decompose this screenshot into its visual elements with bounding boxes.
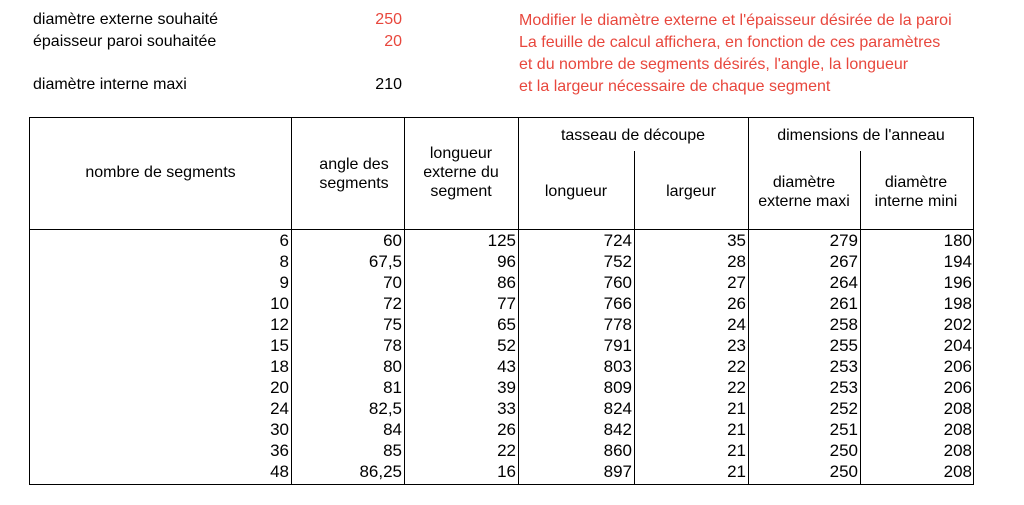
cell-ring-inner: 206 <box>943 357 972 376</box>
cell-strip-width: 23 <box>727 336 746 355</box>
cell-angle: 67,5 <box>368 252 402 271</box>
cell-segments: 48 <box>270 462 289 481</box>
cell-outer-length: 65 <box>497 315 516 334</box>
cell-strip-width: 26 <box>727 294 746 313</box>
cell-segments: 12 <box>270 315 289 334</box>
cell-strip-length: 824 <box>603 399 632 418</box>
cell-ring-inner: 208 <box>943 441 972 460</box>
inner-diameter-label: diamètre interne maxi <box>33 76 187 93</box>
cell-ring-outer: 250 <box>829 462 858 481</box>
cell-outer-length: 43 <box>497 357 516 376</box>
cell-angle: 80 <box>383 357 402 376</box>
cell-strip-length: 766 <box>603 294 632 313</box>
cell-ring-outer: 264 <box>829 273 858 292</box>
cell-ring-inner: 204 <box>943 336 972 355</box>
cell-strip-length: 778 <box>603 315 632 334</box>
cell-ring-outer: 253 <box>829 357 858 376</box>
cell-strip-length: 809 <box>603 378 632 397</box>
header-strip-length: longueur <box>544 183 608 200</box>
cell-angle: 70 <box>383 273 402 292</box>
cell-outer-length: 16 <box>497 462 516 481</box>
table-row <box>30 272 975 293</box>
table-row <box>30 419 975 440</box>
cell-segments: 6 <box>279 231 289 250</box>
wall-thickness-label: épaisseur paroi souhaitée <box>33 33 217 50</box>
wall-thickness-value[interactable]: 20 <box>384 33 402 50</box>
cell-strip-width: 21 <box>727 420 746 439</box>
cell-angle: 78 <box>383 336 402 355</box>
cell-angle: 60 <box>383 231 402 250</box>
cell-ring-outer: 255 <box>829 336 858 355</box>
header-angle: angle des segments <box>319 156 389 192</box>
cell-ring-outer: 279 <box>829 231 858 250</box>
header-strip-group: tasseau de découpe <box>560 127 706 144</box>
outer-diameter-label: diamètre externe souhaité <box>33 11 218 28</box>
cell-ring-outer: 253 <box>829 378 858 397</box>
header-ring-inner: diamètre interne mini <box>874 174 958 210</box>
cell-ring-outer: 250 <box>829 441 858 460</box>
cell-outer-length: 77 <box>497 294 516 313</box>
cell-strip-length: 897 <box>603 462 632 481</box>
table-row <box>30 461 975 482</box>
cell-angle: 75 <box>383 315 402 334</box>
cell-angle: 86,25 <box>359 462 402 481</box>
segments-table <box>29 117 974 485</box>
cell-ring-inner: 206 <box>943 378 972 397</box>
table-row <box>30 314 975 335</box>
table-row <box>30 377 975 398</box>
header-strip-width: largeur <box>666 183 716 200</box>
cell-outer-length: 52 <box>497 336 516 355</box>
cell-angle: 81 <box>383 378 402 397</box>
cell-strip-length: 760 <box>603 273 632 292</box>
cell-strip-length: 724 <box>603 231 632 250</box>
cell-strip-width: 21 <box>727 399 746 418</box>
cell-outer-length: 26 <box>497 420 516 439</box>
cell-segments: 36 <box>270 441 289 460</box>
table-row <box>30 335 975 356</box>
table-row <box>30 356 975 377</box>
cell-ring-inner: 202 <box>943 315 972 334</box>
cell-segments: 8 <box>279 252 289 271</box>
cell-ring-inner: 208 <box>943 420 972 439</box>
cell-outer-length: 125 <box>487 231 516 250</box>
cell-segments: 18 <box>270 357 289 376</box>
cell-ring-inner: 194 <box>943 252 972 271</box>
cell-ring-outer: 251 <box>829 420 858 439</box>
header-ring-outer: diamètre externe maxi <box>758 174 850 210</box>
table-row <box>30 440 975 461</box>
cell-strip-width: 28 <box>727 252 746 271</box>
note-line-4: et la largeur nécessaire de chaque segment <box>519 78 831 95</box>
cell-segments: 24 <box>270 399 289 418</box>
cell-outer-length: 22 <box>497 441 516 460</box>
note-line-1: Modifier le diamètre externe et l'épaisseur désirée de la paroi <box>519 12 952 29</box>
cell-ring-outer: 258 <box>829 315 858 334</box>
inner-diameter-value: 210 <box>375 76 402 93</box>
cell-segments: 15 <box>270 336 289 355</box>
cell-angle: 84 <box>383 420 402 439</box>
cell-angle: 82,5 <box>368 399 402 418</box>
header-segments: nombre de segments <box>85 164 236 181</box>
cell-strip-length: 803 <box>603 357 632 376</box>
cell-strip-width: 21 <box>727 462 746 481</box>
table-row <box>30 230 975 251</box>
cell-strip-width: 27 <box>727 273 746 292</box>
table-row <box>30 293 975 314</box>
note-line-2: La feuille de calcul affichera, en fonction de ces paramètres <box>519 34 941 51</box>
cell-ring-inner: 196 <box>943 273 972 292</box>
header-outer-length: longueur externe du segment <box>423 145 499 200</box>
cell-segments: 9 <box>279 273 289 292</box>
header-ring-group: dimensions de l'anneau <box>777 127 945 144</box>
cell-strip-length: 791 <box>603 336 632 355</box>
cell-angle: 85 <box>383 441 402 460</box>
note-line-3: et du nombre de segments désirés, l'angle, la longueur <box>519 56 909 73</box>
cell-strip-width: 22 <box>727 357 746 376</box>
table-row <box>30 398 975 419</box>
cell-strip-length: 860 <box>603 441 632 460</box>
cell-ring-outer: 261 <box>829 294 858 313</box>
cell-outer-length: 33 <box>497 399 516 418</box>
cell-ring-inner: 198 <box>943 294 972 313</box>
cell-segments: 30 <box>270 420 289 439</box>
cell-strip-length: 752 <box>603 252 632 271</box>
cell-strip-width: 35 <box>727 231 746 250</box>
cell-strip-width: 24 <box>727 315 746 334</box>
cell-outer-length: 39 <box>497 378 516 397</box>
cell-ring-inner: 208 <box>943 462 972 481</box>
cell-ring-inner: 180 <box>943 231 972 250</box>
cell-ring-outer: 252 <box>829 399 858 418</box>
cell-angle: 72 <box>383 294 402 313</box>
cell-segments: 20 <box>270 378 289 397</box>
cell-strip-width: 22 <box>727 378 746 397</box>
cell-strip-width: 21 <box>727 441 746 460</box>
outer-diameter-value[interactable]: 250 <box>375 11 402 28</box>
cell-segments: 10 <box>270 294 289 313</box>
cell-outer-length: 96 <box>497 252 516 271</box>
table-row <box>30 251 975 272</box>
cell-ring-inner: 208 <box>943 399 972 418</box>
cell-strip-length: 842 <box>603 420 632 439</box>
cell-outer-length: 86 <box>497 273 516 292</box>
cell-ring-outer: 267 <box>829 252 858 271</box>
